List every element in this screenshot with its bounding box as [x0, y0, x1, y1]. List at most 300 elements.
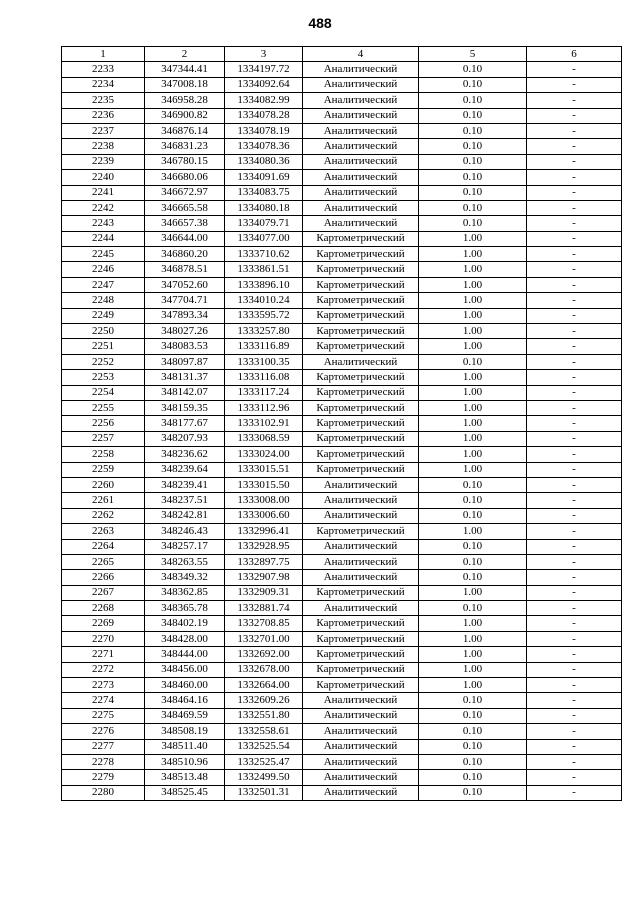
y-coordinate-cell: 1334078.28	[225, 108, 303, 123]
x-coordinate-cell: 348263.55	[145, 554, 225, 569]
point-number-cell: 2243	[62, 216, 145, 231]
y-coordinate-cell: 1332664.00	[225, 678, 303, 693]
y-coordinate-cell: 1332928.95	[225, 539, 303, 554]
method-cell: Аналитический	[303, 139, 419, 154]
method-cell: Картометрический	[303, 616, 419, 631]
accuracy-cell: 1.00	[419, 678, 527, 693]
x-coordinate-cell: 348177.67	[145, 416, 225, 431]
x-coordinate-cell: 346665.58	[145, 200, 225, 215]
x-coordinate-cell: 348362.85	[145, 585, 225, 600]
x-coordinate-cell: 346900.82	[145, 108, 225, 123]
y-coordinate-cell: 1334092.64	[225, 77, 303, 92]
table-row	[62, 370, 622, 385]
y-coordinate-cell: 1333710.62	[225, 247, 303, 262]
method-cell: Аналитический	[303, 708, 419, 723]
point-number-cell: 2273	[62, 678, 145, 693]
x-coordinate-cell: 348246.43	[145, 524, 225, 539]
method-cell: Картометрический	[303, 262, 419, 277]
point-number-cell: 2280	[62, 785, 145, 800]
point-number-cell: 2266	[62, 570, 145, 585]
y-coordinate-cell: 1334080.36	[225, 154, 303, 169]
accuracy-cell: 1.00	[419, 662, 527, 677]
x-coordinate-cell: 348349.32	[145, 570, 225, 585]
accuracy-cell: 0.10	[419, 200, 527, 215]
table-row	[62, 277, 622, 292]
table-row	[62, 678, 622, 693]
table-row	[62, 216, 622, 231]
accuracy-cell: 1.00	[419, 370, 527, 385]
y-coordinate-cell: 1332525.47	[225, 754, 303, 769]
y-coordinate-cell: 1334080.18	[225, 200, 303, 215]
y-coordinate-cell: 1333116.89	[225, 339, 303, 354]
x-coordinate-cell: 348142.07	[145, 385, 225, 400]
method-cell: Картометрический	[303, 662, 419, 677]
note-cell: -	[527, 339, 622, 354]
table-row	[62, 754, 622, 769]
note-cell: -	[527, 754, 622, 769]
note-cell: -	[527, 185, 622, 200]
y-coordinate-cell: 1332881.74	[225, 601, 303, 616]
x-coordinate-cell: 348508.19	[145, 724, 225, 739]
point-number-cell: 2239	[62, 154, 145, 169]
point-number-cell: 2275	[62, 708, 145, 723]
y-coordinate-cell: 1333008.00	[225, 493, 303, 508]
x-coordinate-cell: 348131.37	[145, 370, 225, 385]
accuracy-cell: 1.00	[419, 585, 527, 600]
table-row	[62, 139, 622, 154]
table-row	[62, 785, 622, 800]
note-cell: -	[527, 662, 622, 677]
note-cell: -	[527, 324, 622, 339]
y-coordinate-cell: 1334078.36	[225, 139, 303, 154]
note-cell: -	[527, 739, 622, 754]
y-coordinate-cell: 1333896.10	[225, 277, 303, 292]
method-cell: Картометрический	[303, 431, 419, 446]
point-number-cell: 2256	[62, 416, 145, 431]
page-number: 488	[308, 15, 332, 31]
point-number-cell: 2262	[62, 508, 145, 523]
x-coordinate-cell: 348525.45	[145, 785, 225, 800]
column-header: 2	[145, 47, 225, 62]
point-number-cell: 2267	[62, 585, 145, 600]
table-row	[62, 601, 622, 616]
method-cell: Аналитический	[303, 93, 419, 108]
accuracy-cell: 1.00	[419, 231, 527, 246]
table-row	[62, 508, 622, 523]
point-number-cell: 2254	[62, 385, 145, 400]
x-coordinate-cell: 348083.53	[145, 339, 225, 354]
point-number-cell: 2258	[62, 447, 145, 462]
method-cell: Аналитический	[303, 62, 419, 77]
method-cell: Картометрический	[303, 231, 419, 246]
method-cell: Картометрический	[303, 277, 419, 292]
accuracy-cell: 1.00	[419, 616, 527, 631]
point-number-cell: 2274	[62, 693, 145, 708]
accuracy-cell: 0.10	[419, 185, 527, 200]
x-coordinate-cell: 348456.00	[145, 662, 225, 677]
method-cell: Аналитический	[303, 554, 419, 569]
accuracy-cell: 1.00	[419, 308, 527, 323]
point-number-cell: 2272	[62, 662, 145, 677]
y-coordinate-cell: 1334078.19	[225, 123, 303, 138]
y-coordinate-cell: 1333100.35	[225, 354, 303, 369]
accuracy-cell: 1.00	[419, 400, 527, 415]
method-cell: Картометрический	[303, 585, 419, 600]
table-row	[62, 770, 622, 785]
y-coordinate-cell: 1332558.61	[225, 724, 303, 739]
y-coordinate-cell: 1333861.51	[225, 262, 303, 277]
accuracy-cell: 0.10	[419, 77, 527, 92]
table-row	[62, 585, 622, 600]
note-cell: -	[527, 93, 622, 108]
x-coordinate-cell: 346644.00	[145, 231, 225, 246]
table-row	[62, 385, 622, 400]
x-coordinate-cell: 348239.41	[145, 477, 225, 492]
accuracy-cell: 1.00	[419, 416, 527, 431]
point-number-cell: 2248	[62, 293, 145, 308]
accuracy-cell: 0.10	[419, 601, 527, 616]
point-number-cell: 2246	[62, 262, 145, 277]
table-row	[62, 293, 622, 308]
x-coordinate-cell: 348513.48	[145, 770, 225, 785]
method-cell: Аналитический	[303, 754, 419, 769]
method-cell: Картометрический	[303, 293, 419, 308]
y-coordinate-cell: 1333117.24	[225, 385, 303, 400]
accuracy-cell: 1.00	[419, 524, 527, 539]
accuracy-cell: 0.10	[419, 554, 527, 569]
point-number-cell: 2260	[62, 477, 145, 492]
accuracy-cell: 0.10	[419, 139, 527, 154]
note-cell: -	[527, 616, 622, 631]
x-coordinate-cell: 348239.64	[145, 462, 225, 477]
note-cell: -	[527, 139, 622, 154]
note-cell: -	[527, 539, 622, 554]
point-number-cell: 2265	[62, 554, 145, 569]
table-row	[62, 554, 622, 569]
x-coordinate-cell: 346657.38	[145, 216, 225, 231]
accuracy-cell: 1.00	[419, 339, 527, 354]
y-coordinate-cell: 1332996.41	[225, 524, 303, 539]
table-row	[62, 539, 622, 554]
x-coordinate-cell: 348510.96	[145, 754, 225, 769]
point-number-cell: 2233	[62, 62, 145, 77]
method-cell: Аналитический	[303, 693, 419, 708]
accuracy-cell: 0.10	[419, 216, 527, 231]
y-coordinate-cell: 1333015.51	[225, 462, 303, 477]
y-coordinate-cell: 1332692.00	[225, 647, 303, 662]
y-coordinate-cell: 1333595.72	[225, 308, 303, 323]
x-coordinate-cell: 348097.87	[145, 354, 225, 369]
point-number-cell: 2238	[62, 139, 145, 154]
note-cell: -	[527, 170, 622, 185]
accuracy-cell: 1.00	[419, 447, 527, 462]
table-row	[62, 123, 622, 138]
point-number-cell: 2240	[62, 170, 145, 185]
point-number-cell: 2245	[62, 247, 145, 262]
accuracy-cell: 1.00	[419, 385, 527, 400]
x-coordinate-cell: 348402.19	[145, 616, 225, 631]
x-coordinate-cell: 347893.34	[145, 308, 225, 323]
x-coordinate-cell: 348428.00	[145, 631, 225, 646]
note-cell: -	[527, 416, 622, 431]
method-cell: Картометрический	[303, 400, 419, 415]
method-cell: Аналитический	[303, 154, 419, 169]
point-number-cell: 2253	[62, 370, 145, 385]
accuracy-cell: 0.10	[419, 123, 527, 138]
table-row	[62, 616, 622, 631]
method-cell: Аналитический	[303, 539, 419, 554]
note-cell: -	[527, 231, 622, 246]
x-coordinate-cell: 348207.93	[145, 431, 225, 446]
note-cell: -	[527, 108, 622, 123]
method-cell: Картометрический	[303, 678, 419, 693]
note-cell: -	[527, 493, 622, 508]
y-coordinate-cell: 1332609.26	[225, 693, 303, 708]
table-row	[62, 308, 622, 323]
point-number-cell: 2249	[62, 308, 145, 323]
x-coordinate-cell: 347052.60	[145, 277, 225, 292]
note-cell: -	[527, 400, 622, 415]
x-coordinate-cell: 348460.00	[145, 678, 225, 693]
note-cell: -	[527, 647, 622, 662]
note-cell: -	[527, 693, 622, 708]
note-cell: -	[527, 524, 622, 539]
point-number-cell: 2234	[62, 77, 145, 92]
table-row	[62, 324, 622, 339]
table-row	[62, 462, 622, 477]
note-cell: -	[527, 770, 622, 785]
method-cell: Картометрический	[303, 385, 419, 400]
table-row	[62, 524, 622, 539]
point-number-cell: 2271	[62, 647, 145, 662]
method-cell: Аналитический	[303, 170, 419, 185]
note-cell: -	[527, 216, 622, 231]
method-cell: Аналитический	[303, 108, 419, 123]
note-cell: -	[527, 277, 622, 292]
point-number-cell: 2276	[62, 724, 145, 739]
accuracy-cell: 0.10	[419, 570, 527, 585]
accuracy-cell: 0.10	[419, 93, 527, 108]
note-cell: -	[527, 247, 622, 262]
table-row	[62, 185, 622, 200]
accuracy-cell: 0.10	[419, 508, 527, 523]
accuracy-cell: 0.10	[419, 785, 527, 800]
table-row	[62, 200, 622, 215]
table-row	[62, 154, 622, 169]
accuracy-cell: 0.10	[419, 477, 527, 492]
table-row	[62, 693, 622, 708]
table-row	[62, 262, 622, 277]
column-header: 3	[225, 47, 303, 62]
table-row	[62, 416, 622, 431]
point-number-cell: 2270	[62, 631, 145, 646]
y-coordinate-cell: 1334083.75	[225, 185, 303, 200]
table-row	[62, 477, 622, 492]
accuracy-cell: 0.10	[419, 493, 527, 508]
accuracy-cell: 0.10	[419, 354, 527, 369]
accuracy-cell: 0.10	[419, 739, 527, 754]
point-number-cell: 2247	[62, 277, 145, 292]
y-coordinate-cell: 1332499.50	[225, 770, 303, 785]
method-cell: Аналитический	[303, 493, 419, 508]
method-cell: Картометрический	[303, 447, 419, 462]
note-cell: -	[527, 77, 622, 92]
table-row	[62, 170, 622, 185]
point-number-cell: 2244	[62, 231, 145, 246]
point-number-cell: 2255	[62, 400, 145, 415]
accuracy-cell: 0.10	[419, 108, 527, 123]
point-number-cell: 2251	[62, 339, 145, 354]
x-coordinate-cell: 348027.26	[145, 324, 225, 339]
note-cell: -	[527, 508, 622, 523]
coordinates-table	[61, 46, 622, 801]
y-coordinate-cell: 1334197.72	[225, 62, 303, 77]
y-coordinate-cell: 1334010.24	[225, 293, 303, 308]
table-row	[62, 739, 622, 754]
note-cell: -	[527, 785, 622, 800]
x-coordinate-cell: 348444.00	[145, 647, 225, 662]
x-coordinate-cell: 346680.06	[145, 170, 225, 185]
note-cell: -	[527, 708, 622, 723]
point-number-cell: 2257	[62, 431, 145, 446]
x-coordinate-cell: 348237.51	[145, 493, 225, 508]
method-cell: Картометрический	[303, 370, 419, 385]
accuracy-cell: 0.10	[419, 62, 527, 77]
method-cell: Аналитический	[303, 724, 419, 739]
note-cell: -	[527, 570, 622, 585]
point-number-cell: 2250	[62, 324, 145, 339]
x-coordinate-cell: 347704.71	[145, 293, 225, 308]
x-coordinate-cell: 346831.23	[145, 139, 225, 154]
method-cell: Картометрический	[303, 647, 419, 662]
x-coordinate-cell: 348464.16	[145, 693, 225, 708]
accuracy-cell: 1.00	[419, 462, 527, 477]
method-cell: Аналитический	[303, 216, 419, 231]
point-number-cell: 2235	[62, 93, 145, 108]
method-cell: Аналитический	[303, 77, 419, 92]
point-number-cell: 2278	[62, 754, 145, 769]
y-coordinate-cell: 1333112.96	[225, 400, 303, 415]
point-number-cell: 2263	[62, 524, 145, 539]
note-cell: -	[527, 200, 622, 215]
note-cell: -	[527, 354, 622, 369]
note-cell: -	[527, 370, 622, 385]
y-coordinate-cell: 1332501.31	[225, 785, 303, 800]
column-header: 1	[62, 47, 145, 62]
x-coordinate-cell: 346672.97	[145, 185, 225, 200]
accuracy-cell: 0.10	[419, 708, 527, 723]
note-cell: -	[527, 62, 622, 77]
note-cell: -	[527, 262, 622, 277]
y-coordinate-cell: 1334091.69	[225, 170, 303, 185]
column-header: 6	[527, 47, 622, 62]
point-number-cell: 2259	[62, 462, 145, 477]
accuracy-cell: 1.00	[419, 247, 527, 262]
note-cell: -	[527, 447, 622, 462]
accuracy-cell: 0.10	[419, 154, 527, 169]
method-cell: Аналитический	[303, 123, 419, 138]
y-coordinate-cell: 1334079.71	[225, 216, 303, 231]
method-cell: Картометрический	[303, 247, 419, 262]
x-coordinate-cell: 347344.41	[145, 62, 225, 77]
point-number-cell: 2241	[62, 185, 145, 200]
accuracy-cell: 0.10	[419, 539, 527, 554]
table-row	[62, 493, 622, 508]
accuracy-cell: 0.10	[419, 770, 527, 785]
point-number-cell: 2237	[62, 123, 145, 138]
table-row	[62, 354, 622, 369]
point-number-cell: 2268	[62, 601, 145, 616]
method-cell: Картометрический	[303, 416, 419, 431]
method-cell: Аналитический	[303, 508, 419, 523]
method-cell: Картометрический	[303, 308, 419, 323]
y-coordinate-cell: 1333257.80	[225, 324, 303, 339]
note-cell: -	[527, 585, 622, 600]
table-body	[62, 62, 622, 801]
x-coordinate-cell: 348469.59	[145, 708, 225, 723]
y-coordinate-cell: 1333116.08	[225, 370, 303, 385]
table-row	[62, 431, 622, 446]
y-coordinate-cell: 1334077.00	[225, 231, 303, 246]
method-cell: Аналитический	[303, 185, 419, 200]
x-coordinate-cell: 346876.14	[145, 123, 225, 138]
note-cell: -	[527, 554, 622, 569]
column-header: 5	[419, 47, 527, 62]
note-cell: -	[527, 385, 622, 400]
x-coordinate-cell: 348511.40	[145, 739, 225, 754]
accuracy-cell: 0.10	[419, 693, 527, 708]
method-cell: Аналитический	[303, 200, 419, 215]
table-row	[62, 647, 622, 662]
table-row	[62, 93, 622, 108]
y-coordinate-cell: 1333024.00	[225, 447, 303, 462]
method-cell: Аналитический	[303, 739, 419, 754]
y-coordinate-cell: 1332551.80	[225, 708, 303, 723]
y-coordinate-cell: 1333102.91	[225, 416, 303, 431]
x-coordinate-cell: 347008.18	[145, 77, 225, 92]
accuracy-cell: 1.00	[419, 431, 527, 446]
note-cell: -	[527, 154, 622, 169]
method-cell: Аналитический	[303, 354, 419, 369]
y-coordinate-cell: 1332909.31	[225, 585, 303, 600]
x-coordinate-cell: 348242.81	[145, 508, 225, 523]
accuracy-cell: 0.10	[419, 724, 527, 739]
y-coordinate-cell: 1332701.00	[225, 631, 303, 646]
point-number-cell: 2242	[62, 200, 145, 215]
y-coordinate-cell: 1332907.98	[225, 570, 303, 585]
table-row	[62, 339, 622, 354]
x-coordinate-cell: 348365.78	[145, 601, 225, 616]
x-coordinate-cell: 346780.15	[145, 154, 225, 169]
note-cell: -	[527, 631, 622, 646]
table-row	[62, 400, 622, 415]
method-cell: Аналитический	[303, 770, 419, 785]
method-cell: Картометрический	[303, 462, 419, 477]
table-row	[62, 570, 622, 585]
y-coordinate-cell: 1333068.59	[225, 431, 303, 446]
x-coordinate-cell: 348159.35	[145, 400, 225, 415]
note-cell: -	[527, 601, 622, 616]
table-header	[62, 47, 622, 62]
note-cell: -	[527, 308, 622, 323]
y-coordinate-cell: 1332678.00	[225, 662, 303, 677]
table-row	[62, 108, 622, 123]
point-number-cell: 2279	[62, 770, 145, 785]
table-row	[62, 77, 622, 92]
accuracy-cell: 0.10	[419, 754, 527, 769]
table-row	[62, 708, 622, 723]
accuracy-cell: 0.10	[419, 170, 527, 185]
